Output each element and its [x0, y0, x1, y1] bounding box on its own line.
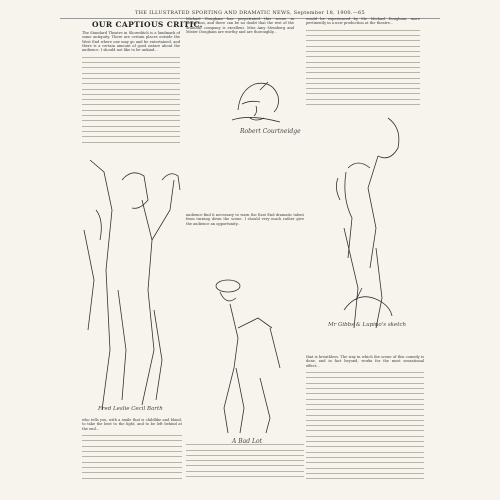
- column-text: who tells you, with a smile that is childlike and bland, to take the best to the light, and to be left behind at the end...: [82, 418, 182, 431]
- sketch-right-bottom-figure: [338, 280, 398, 320]
- figure-drawing: [200, 268, 300, 438]
- column-right-bottom: [306, 355, 424, 480]
- caption-bottom-center: A Bad Lot: [232, 438, 262, 445]
- column-center-mid: [186, 213, 304, 253]
- figure-drawing: [338, 280, 398, 320]
- column-text: Michael Dougham has perpetrated this scene in perfection, and there can be no doubt that the rest of the dramatic company is excellent. Miss Amy Steinberg and Mister Dougham are worthy and are thoroughly...: [186, 17, 294, 34]
- column-lines: [306, 368, 424, 480]
- sketch-bottom-center-figure: [200, 268, 300, 438]
- caption-right-bottom: Mr Gibbs & Lupino's sketch: [328, 322, 407, 328]
- column-lines: [186, 440, 304, 480]
- column-text: would be experienced by Mr. Michael Dougham, more pertinently in a new production at the theatre...: [306, 17, 420, 26]
- column-lines: [306, 26, 420, 105]
- article-title: OUR CAPTIOUS CRITIC.: [92, 20, 203, 29]
- column-text: that is breathless. The way in which the scene of this comedy is done, and in fact beyond, works for the most sensational effect...: [306, 355, 424, 368]
- column-bottom-left: [82, 418, 182, 480]
- column-bottom-center: [186, 440, 304, 480]
- column-text: The Standard Theatre in Shoreditch is a landmark of some antiquity. There are certain places outside the West End where one may go and be entertained, and there is a certain amount of good nature about the audience. I should not like to be unkind...: [82, 31, 180, 53]
- sketch-head-top-center: [220, 70, 290, 130]
- column-left-top: [82, 31, 180, 147]
- caption-top-center: Robert Courtneidge: [240, 128, 301, 135]
- sketch-left-figure: [82, 150, 192, 415]
- head-drawing: [220, 70, 290, 130]
- column-right-top: [306, 17, 420, 105]
- column-text: audience find it necessary to warn the East End dramatic talent from turning down the scene. I should very much rather give the audience an opportunity...: [186, 213, 304, 226]
- column-lines: [82, 431, 182, 480]
- figure-drawing: [82, 150, 192, 415]
- caption-left-figure: Fred Leslie Cecil Barth: [98, 406, 163, 412]
- column-center-top: [186, 17, 294, 60]
- column-lines: [82, 52, 180, 147]
- masthead: THE ILLUSTRATED SPORTING AND DRAMATIC NEWS, September 18, 1900.—65: [60, 10, 440, 19]
